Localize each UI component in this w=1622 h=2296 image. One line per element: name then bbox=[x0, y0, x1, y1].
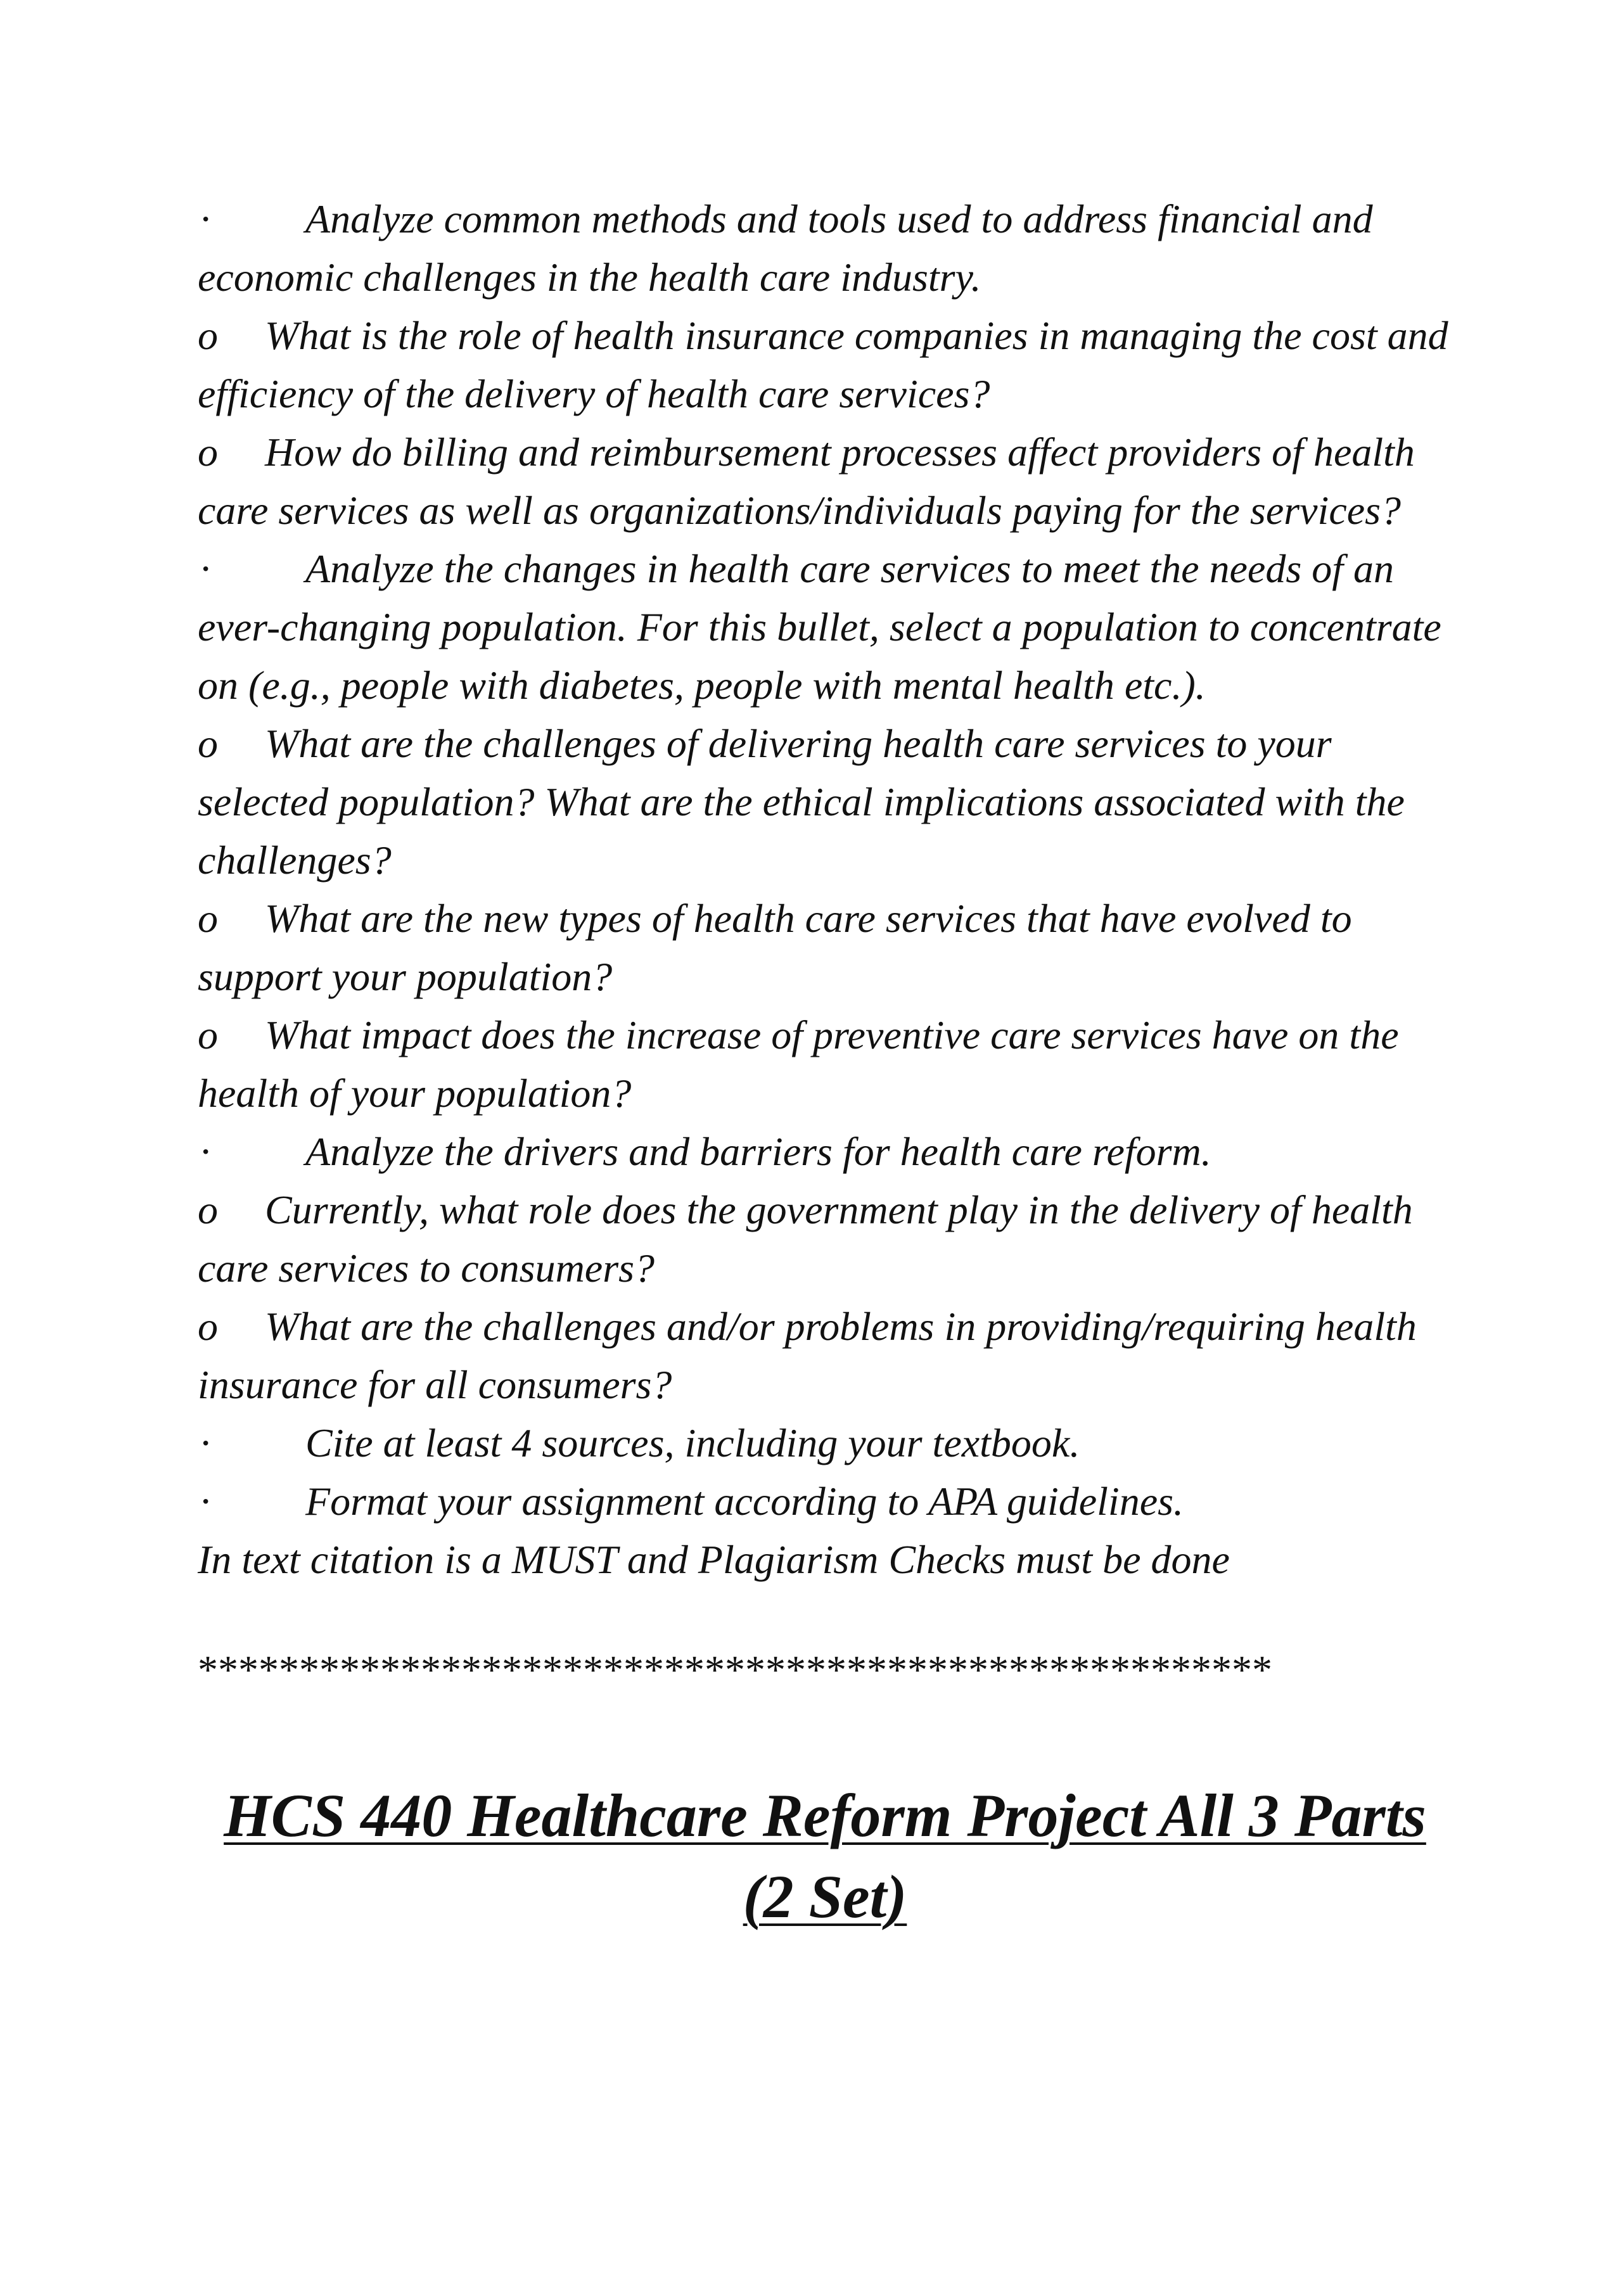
sub-item-marker: o bbox=[198, 1304, 218, 1349]
bullet-marker: · bbox=[199, 546, 213, 591]
bullet-paragraph bbox=[198, 190, 1452, 307]
paragraph-text: What are the new types of health care services that have evolved to support your population? bbox=[198, 896, 1352, 999]
asterisk-separator: ***************************************************** bbox=[198, 1647, 1272, 1692]
sub-item-paragraph bbox=[198, 1298, 1452, 1414]
bullet-marker: · bbox=[199, 196, 213, 241]
paragraph-text: What are the challenges and/or problems in providing/requiring health insurance for all consumers? bbox=[198, 1304, 1417, 1407]
bullet-paragraph bbox=[198, 1123, 1452, 1181]
paragraph-text: What are the challenges of delivering health care services to your selected population? What are the ethical implications associated with the challenges? bbox=[198, 721, 1405, 883]
paragraph-text: Currently, what role does the government play in the delivery of health care services to consumers? bbox=[198, 1187, 1413, 1291]
sub-item-marker: o bbox=[198, 1012, 218, 1057]
paragraph-text: What is the role of health insurance companies in managing the cost and efficiency of the delivery of health care services? bbox=[198, 313, 1448, 416]
paragraph-text: Format your assignment according to APA guidelines. bbox=[305, 1479, 1184, 1524]
bullet-marker: · bbox=[199, 1420, 213, 1465]
paragraph-text: Analyze common methods and tools used to address financial and economic challenges in the health care industry. bbox=[198, 196, 1373, 300]
paragraph-text: Cite at least 4 sources, including your textbook. bbox=[305, 1420, 1080, 1465]
bullet-paragraph bbox=[198, 1472, 1452, 1531]
sub-item-paragraph bbox=[198, 890, 1452, 1006]
paragraph-text: Analyze the changes in health care services to meet the needs of an ever-changing population. For this bullet, select a population to concentrate on (e.g., people with diabetes, people with mental health etc.). bbox=[198, 546, 1441, 708]
document-body bbox=[198, 190, 1452, 1937]
sub-item-marker: o bbox=[198, 1187, 218, 1232]
sub-item-marker: o bbox=[198, 721, 218, 766]
bullet-paragraph bbox=[198, 540, 1452, 715]
sub-item-paragraph bbox=[198, 715, 1452, 890]
bullet-marker: · bbox=[199, 1129, 213, 1174]
sub-item-paragraph bbox=[198, 1181, 1452, 1298]
sub-item-paragraph bbox=[198, 423, 1452, 540]
bullet-paragraph bbox=[198, 1414, 1452, 1472]
sub-item-paragraph bbox=[198, 307, 1452, 423]
sub-item-paragraph bbox=[198, 1006, 1452, 1123]
paragraph-text: What impact does the increase of preventive care services have on the health of your population? bbox=[198, 1012, 1399, 1116]
closing-note: In text citation is a MUST and Plagiarism Checks must be done bbox=[198, 1537, 1230, 1582]
sub-item-marker: o bbox=[198, 430, 218, 475]
bullet-marker: · bbox=[199, 1479, 213, 1524]
sub-item-marker: o bbox=[198, 896, 218, 941]
paragraph-text: How do billing and reimbursement processes affect providers of health care services as well as organizations/individuals paying for the services? bbox=[198, 430, 1415, 533]
page-heading: HCS 440 Healthcare Reform Project All 3 Parts (2 Set) bbox=[224, 1782, 1426, 1930]
paragraph-text: Analyze the drivers and barriers for health care reform. bbox=[305, 1129, 1211, 1174]
sub-item-marker: o bbox=[198, 313, 218, 358]
